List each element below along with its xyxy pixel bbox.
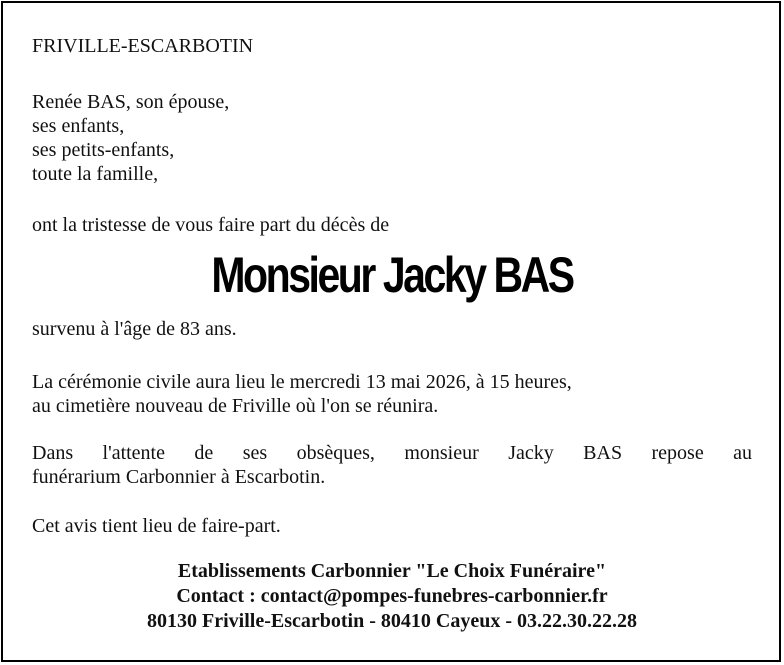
repose-block xyxy=(32,441,752,489)
ceremony-block xyxy=(32,370,572,418)
family-line: ses enfants, xyxy=(32,115,125,137)
family-line: ses petits-enfants, xyxy=(32,139,175,161)
family-line: Renée BAS, son épouse, xyxy=(32,91,230,113)
ceremony-line: La cérémonie civile aura lieu le mercredi 13 mai 2026, à 15 heures, xyxy=(32,371,572,393)
repose-line: funérarium Carbonnier à Escarbotin. xyxy=(32,466,326,488)
town-heading xyxy=(32,34,253,58)
age-text xyxy=(32,317,237,341)
family-block xyxy=(32,90,229,186)
age-line: survenu à l'âge de 83 ans. xyxy=(32,318,237,340)
contact-line: Contact : contact@pompes-funebres-carbonnier.fr xyxy=(176,585,608,607)
repose-line: Dans l'attente de ses obsèques, monsieur Jacky BAS repose au xyxy=(32,442,752,464)
company-name: Etablissements Carbonnier "Le Choix Funéraire" xyxy=(177,560,607,582)
closing-line: Cet avis tient lieu de faire-part. xyxy=(32,515,281,537)
family-line: toute la famille, xyxy=(32,163,159,185)
closing-text xyxy=(32,514,281,538)
town-name: FRIVILLE-ESCARBOTIN xyxy=(32,35,254,57)
address-line: 80130 Friville-Escarbotin - 80410 Cayeux - 03.22.30.22.28 xyxy=(147,610,637,632)
funeral-home-footer xyxy=(0,559,784,634)
deceased-name: Monsieur Jacky BAS xyxy=(211,247,573,303)
ceremony-line: au cimetière nouveau de Friville où l'on se réunira. xyxy=(32,395,439,417)
announcement-line: ont la tristesse de vous faire part du décès de xyxy=(32,214,390,236)
announcement-text xyxy=(32,213,389,237)
